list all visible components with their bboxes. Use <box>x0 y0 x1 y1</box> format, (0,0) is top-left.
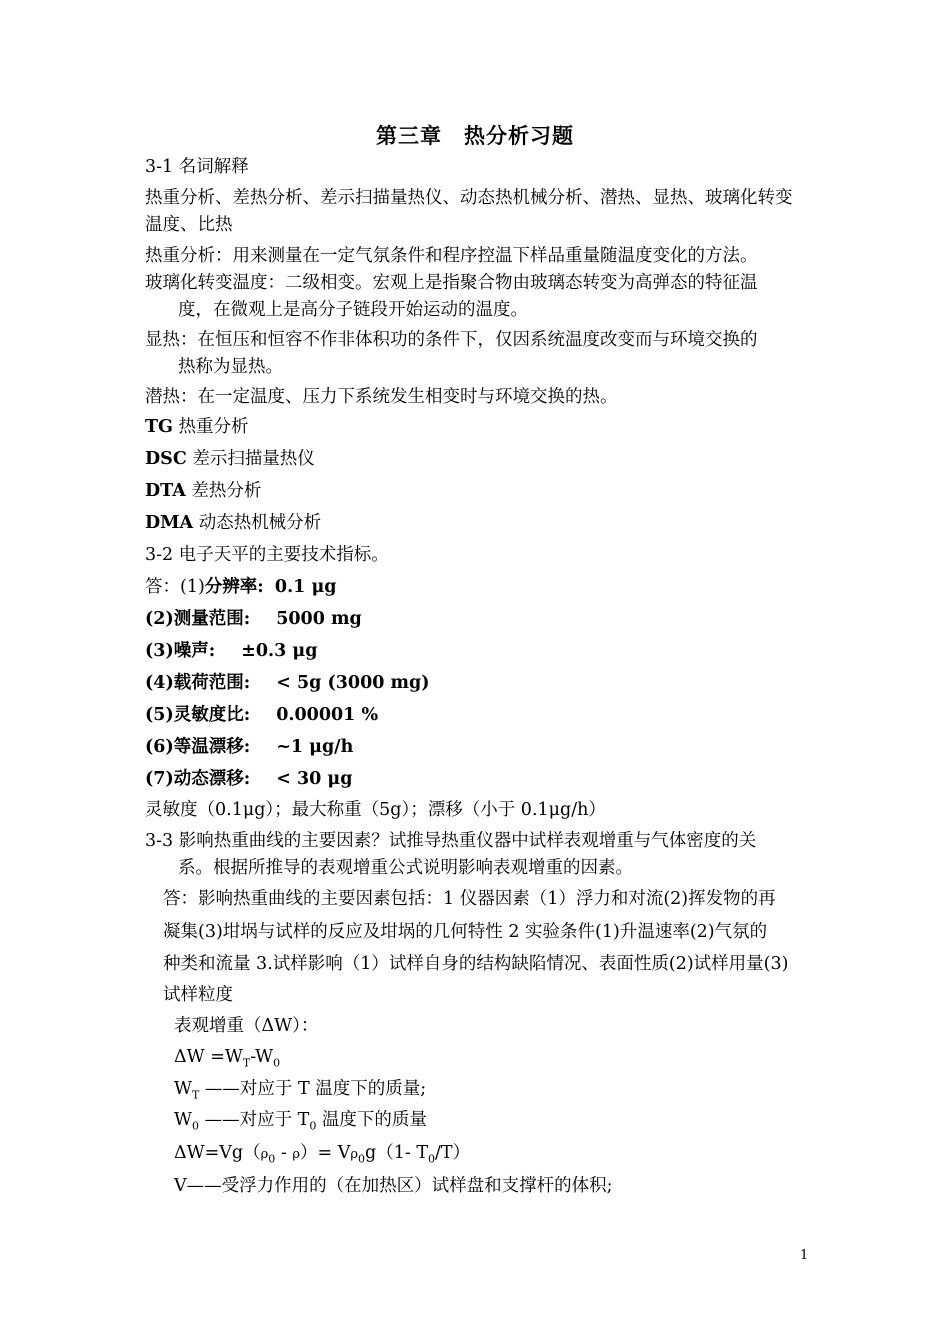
question-3-1: 3-1 名词解释 <box>145 157 249 177</box>
formula-intro: 表观增重（ΔW）： <box>174 1016 319 1036</box>
formula-w0: $W_0$ ——对应于 $T_0$ 温度下的质量 <box>174 1110 427 1133</box>
spec-range: (2)测量范围: 5000 mg <box>145 609 362 629</box>
question-3-3-2: 系。根据所推导的表观增重公式说明影响表观增重的因素。 <box>178 858 633 878</box>
answer-3-3-3: 种类和流量 3.试样影响（1）试样自身的结构缺陷情况、表面性质(2)试样用量(3) <box>163 954 789 974</box>
formula-wt: $W_T$ ——对应于 T 温度下的质量; <box>174 1079 427 1102</box>
terms-line-2: 温度、比热 <box>145 215 233 235</box>
terms-line-1: 热重分析、差热分析、差示扫描量热仪、动态热机械分析、潜热、显热、玻璃化转变 <box>145 188 793 208</box>
latent-heat: 潜热：在一定温度、压力下系统发生相变时与环境交换的热。 <box>145 387 618 407</box>
spec-iso-drift: (6)等温漂移: ~1 μg/h <box>145 737 354 757</box>
spec-resolution: 答：(1)分辨率: 0.1 μg <box>145 577 337 597</box>
tg-definition-2: 度，在微观上是高分子链段开始运动的温度。 <box>178 300 528 320</box>
chapter-title: 第三章 热分析习题 <box>376 123 574 148</box>
spec-sensitivity: (5)灵敏度比: 0.00001 % <box>145 705 379 725</box>
sensible-heat-2: 热称为显热。 <box>178 357 283 377</box>
spec-summary: 灵敏度（0.1μg）；最大称重（5g）；漂移（小于 0.1μg/h） <box>145 800 606 820</box>
abbr-dma: DMA 动态热机械分析 <box>145 513 322 533</box>
answer-3-3-2: 凝集(3)坩埚与试样的反应及坩埚的几何特性 2 实验条件(1)升温速率(2)气氛的 <box>163 922 768 942</box>
question-3-2: 3-2 电子天平的主要技术指标。 <box>145 545 389 565</box>
question-3-3-1: 3-3 影响热重曲线的主要因素？试推导热重仪器中试样表观增重与气体密度的关 <box>145 831 757 851</box>
abbr-dsc: DSC 差示扫描量热仪 <box>145 449 315 469</box>
formula-delta-w: $\Delta W =W_T-W_0$ <box>174 1047 281 1070</box>
sensible-heat-1: 显热：在恒压和恒容不作非体积功的条件下，仅因系统温度改变而与环境交换的 <box>145 330 758 350</box>
formula-buoyancy: $\Delta W=Vg(\rho_0 - \rho)= V\rho_0g(1-$ $T_0/T$） <box>174 1143 471 1166</box>
spec-dyn-drift: (7)动态漂移: < 30 μg <box>145 769 353 789</box>
answer-3-3-4: 试样粒度 <box>163 985 233 1005</box>
abbr-dta: DTA 差热分析 <box>145 481 262 501</box>
page-number: 1 <box>800 1248 809 1263</box>
spec-load: (4)载荷范围: < 5g (3000 mg) <box>145 673 430 693</box>
answer-3-3-1: 答：影响热重曲线的主要因素包括：1 仪器因素（1）浮力和对流(2)挥发物的再 <box>163 889 776 909</box>
abbr-tg: TG 热重分析 <box>145 417 249 437</box>
tg-definition-1: 玻璃化转变温度：二级相变。宏观上是指聚合物由玻璃态转变为高弹态的特征温 <box>145 273 758 293</box>
spec-noise: (3)噪声: ±0.3 μg <box>145 641 318 661</box>
formula-volume: V——受浮力作用的（在加热区）试样盘和支撑杆的体积; <box>174 1176 613 1196</box>
tga-definition: 热重分析：用来测量在一定气氛条件和程序控温下样品重量随温度变化的方法。 <box>145 246 758 266</box>
